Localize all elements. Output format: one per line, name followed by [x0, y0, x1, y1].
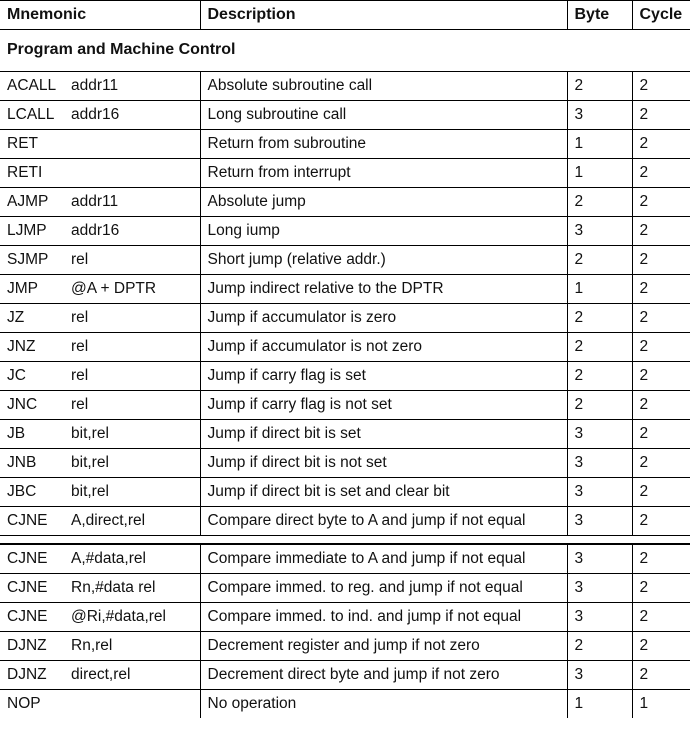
operand: rel: [71, 338, 89, 355]
table-row: [0, 661, 690, 690]
operand: @Ri,#data,rel: [71, 608, 166, 625]
description-cell: Jump indirect relative to the DPTR: [200, 275, 567, 304]
mnemonic-cell: [0, 449, 200, 478]
description-cell: Absolute jump: [200, 188, 567, 217]
operand: addr11: [71, 193, 119, 210]
cycle-cell: 2: [632, 159, 690, 188]
byte-cell: 2: [567, 391, 632, 420]
mnemonic: JB: [7, 425, 26, 442]
operand: @A + DPTR: [71, 280, 157, 297]
operand: Rn,#data rel: [71, 579, 156, 596]
table-row: [0, 217, 690, 246]
mnemonic-cell: [0, 632, 200, 661]
table-row: [0, 130, 690, 159]
mnemonic: CJNE: [7, 579, 48, 596]
description-cell: Jump if direct bit is set and clear bit: [200, 478, 567, 507]
table-row: [0, 188, 690, 217]
cycle-cell: 2: [632, 101, 690, 130]
table-row: [0, 420, 690, 449]
operand: rel: [71, 396, 89, 413]
cycle-cell: 2: [632, 304, 690, 333]
mnemonic-cell: [0, 478, 200, 507]
byte-cell: 1: [567, 275, 632, 304]
byte-cell: 3: [567, 217, 632, 246]
operand: rel: [71, 367, 89, 384]
table-row: [0, 246, 690, 275]
byte-cell: 1: [567, 130, 632, 159]
cycle-cell: 2: [632, 449, 690, 478]
cycle-cell: 2: [632, 420, 690, 449]
table-row: [0, 275, 690, 304]
mnemonic-cell: [0, 304, 200, 333]
table-row: [0, 690, 690, 719]
cycle-cell: 2: [632, 478, 690, 507]
table-row: [0, 333, 690, 362]
mnemonic: RETI: [7, 164, 43, 181]
cycle-cell: 2: [632, 507, 690, 536]
byte-cell: 2: [567, 362, 632, 391]
mnemonic-cell: [0, 690, 200, 719]
table-row: [0, 101, 690, 130]
table-row: [0, 507, 690, 536]
mnemonic: JMP: [7, 280, 38, 297]
operand: A,#data,rel: [71, 550, 146, 567]
description-cell: Jump if carry flag is set: [200, 362, 567, 391]
description-cell: Compare immediate to A and jump if not equal: [200, 544, 567, 574]
operand: A,direct,rel: [71, 512, 146, 529]
table-row: [0, 449, 690, 478]
description-cell: Compare direct byte to A and jump if not equal: [200, 507, 567, 536]
cycle-cell: 2: [632, 661, 690, 690]
description-cell: Jump if direct bit is not set: [200, 449, 567, 478]
mnemonic-cell: [0, 246, 200, 275]
mnemonic: CJNE: [7, 608, 48, 625]
description-cell: Return from subroutine: [200, 130, 567, 159]
mnemonic-cell: [0, 603, 200, 632]
description-cell: Jump if accumulator is not zero: [200, 333, 567, 362]
mnemonic-cell: [0, 420, 200, 449]
mnemonic-cell: [0, 217, 200, 246]
mnemonic: SJMP: [7, 251, 49, 268]
table-row: [0, 159, 690, 188]
cycle-cell: 2: [632, 130, 690, 159]
mnemonic: RET: [7, 135, 38, 152]
gap-cell: [0, 536, 690, 545]
byte-cell: 2: [567, 72, 632, 101]
operand: Rn,rel: [71, 637, 113, 654]
cycle-cell: 2: [632, 544, 690, 574]
operand: bit,rel: [71, 483, 109, 500]
mnemonic: CJNE: [7, 512, 48, 529]
mnemonic: JC: [7, 367, 26, 384]
mnemonic: ACALL: [7, 77, 57, 94]
mnemonic-cell: [0, 391, 200, 420]
description-cell: Long iump: [200, 217, 567, 246]
description-cell: Short jump (relative addr.): [200, 246, 567, 275]
byte-cell: 3: [567, 478, 632, 507]
operand: direct,rel: [71, 666, 131, 683]
mnemonic-cell: [0, 507, 200, 536]
description-cell: Compare immed. to reg. and jump if not equal: [200, 574, 567, 603]
table-gap: [0, 536, 690, 545]
description-cell: No operation: [200, 690, 567, 719]
mnemonic-cell: [0, 333, 200, 362]
description-cell: Decrement direct byte and jump if not zero: [200, 661, 567, 690]
mnemonic: JNZ: [7, 338, 36, 355]
mnemonic-cell: [0, 544, 200, 574]
byte-cell: 3: [567, 544, 632, 574]
byte-cell: 3: [567, 449, 632, 478]
byte-cell: 2: [567, 333, 632, 362]
operand: addr16: [71, 106, 120, 123]
header-mnemonic: Mnemonic: [0, 1, 200, 30]
operand: addr11: [71, 77, 119, 94]
cycle-cell: 2: [632, 362, 690, 391]
operand: bit,rel: [71, 425, 109, 442]
mnemonic: JNB: [7, 454, 37, 471]
header-description: Description: [200, 1, 567, 30]
mnemonic-cell: [0, 362, 200, 391]
mnemonic: JNC: [7, 396, 38, 413]
mnemonic: AJMP: [7, 193, 49, 210]
operand: addr16: [71, 222, 120, 239]
mnemonic: LCALL: [7, 106, 55, 123]
cycle-cell: 2: [632, 72, 690, 101]
mnemonic: JZ: [7, 309, 25, 326]
table-row: [0, 574, 690, 603]
byte-cell: 1: [567, 159, 632, 188]
description-cell: Long subroutine call: [200, 101, 567, 130]
table-row: [0, 391, 690, 420]
mnemonic: CJNE: [7, 550, 48, 567]
description-cell: Jump if accumulator is zero: [200, 304, 567, 333]
cycle-cell: 2: [632, 574, 690, 603]
byte-cell: 3: [567, 603, 632, 632]
mnemonic: NOP: [7, 695, 41, 712]
cycle-cell: 2: [632, 188, 690, 217]
byte-cell: 3: [567, 101, 632, 130]
mnemonic-cell: [0, 72, 200, 101]
table-row: [0, 632, 690, 661]
header-cycle: Cycle: [632, 1, 690, 30]
header-byte: Byte: [567, 1, 632, 30]
cycle-cell: 2: [632, 603, 690, 632]
mnemonic-cell: [0, 130, 200, 159]
operand: rel: [71, 309, 89, 326]
header-row: [0, 1, 690, 30]
operand: rel: [71, 251, 89, 268]
mnemonic: JBC: [7, 483, 37, 500]
cycle-cell: 1: [632, 690, 690, 719]
byte-cell: 2: [567, 188, 632, 217]
table-row: [0, 603, 690, 632]
byte-cell: 3: [567, 507, 632, 536]
mnemonic: DJNZ: [7, 666, 47, 683]
description-cell: Absolute subroutine call: [200, 72, 567, 101]
cycle-cell: 2: [632, 275, 690, 304]
mnemonic-cell: [0, 574, 200, 603]
table-row: [0, 362, 690, 391]
description-cell: Decrement register and jump if not zero: [200, 632, 567, 661]
byte-cell: 3: [567, 661, 632, 690]
description-cell: Jump if carry flag is not set: [200, 391, 567, 420]
description-cell: Compare immed. to ind. and jump if not equal: [200, 603, 567, 632]
description-cell: Return from interrupt: [200, 159, 567, 188]
operand: bit,rel: [71, 454, 109, 471]
cycle-cell: 2: [632, 632, 690, 661]
mnemonic-cell: [0, 275, 200, 304]
byte-cell: 3: [567, 574, 632, 603]
mnemonic: LJMP: [7, 222, 47, 239]
table-row: [0, 72, 690, 101]
cycle-cell: 2: [632, 217, 690, 246]
cycle-cell: 2: [632, 333, 690, 362]
mnemonic-cell: [0, 661, 200, 690]
byte-cell: 2: [567, 632, 632, 661]
table-row: [0, 304, 690, 333]
byte-cell: 1: [567, 690, 632, 719]
byte-cell: 2: [567, 246, 632, 275]
section-row: [0, 30, 690, 72]
description-cell: Jump if direct bit is set: [200, 420, 567, 449]
table-row: [0, 478, 690, 507]
mnemonic-cell: [0, 188, 200, 217]
mnemonic: DJNZ: [7, 637, 47, 654]
section-title: Program and Machine Control: [7, 41, 236, 58]
byte-cell: 3: [567, 420, 632, 449]
table-row: [0, 544, 690, 574]
byte-cell: 2: [567, 304, 632, 333]
mnemonic-cell: [0, 159, 200, 188]
mnemonic-cell: [0, 101, 200, 130]
cycle-cell: 2: [632, 246, 690, 275]
cycle-cell: 2: [632, 391, 690, 420]
